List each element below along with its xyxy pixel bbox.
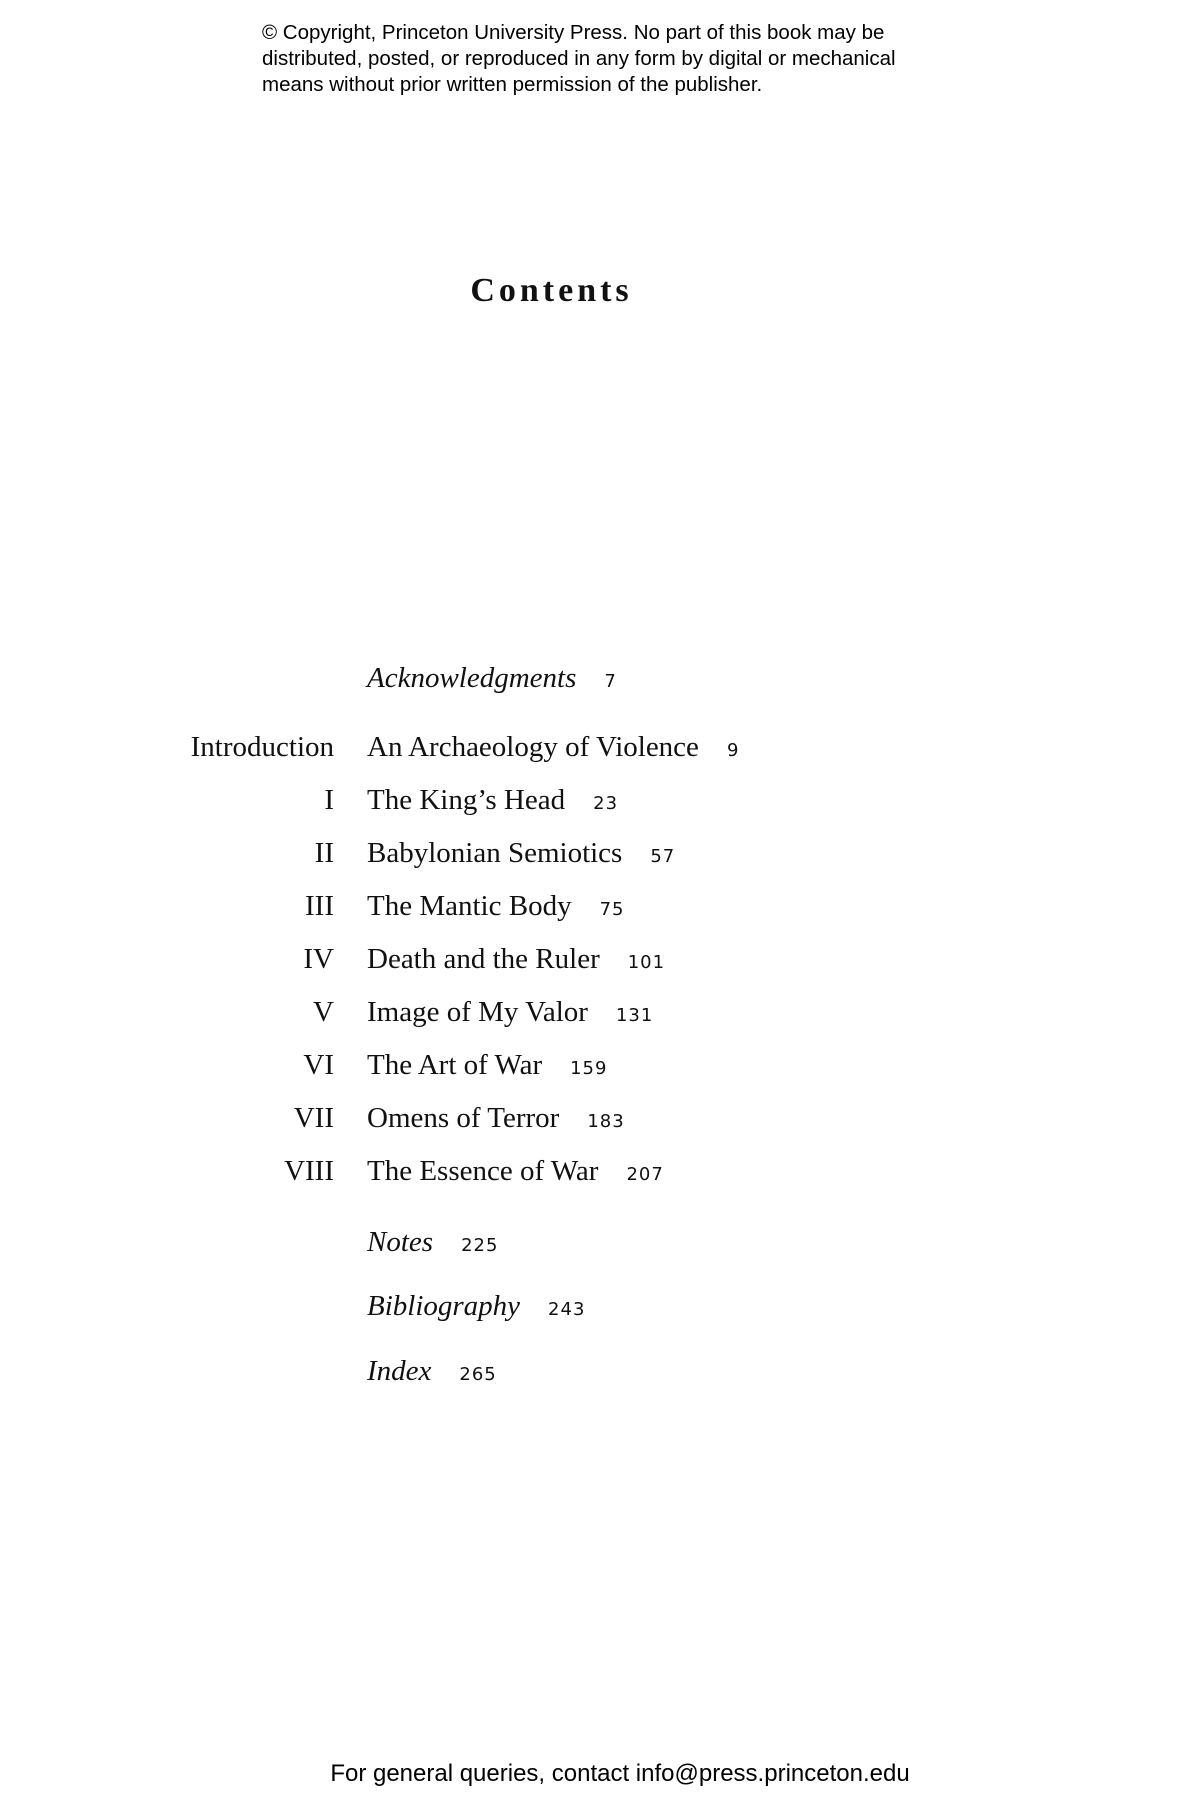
- page-title: Contents: [470, 272, 633, 309]
- toc-page-number: 265: [459, 1364, 497, 1385]
- toc-item-notes[interactable]: [0, 1222, 1200, 1262]
- toc-item-label: Index: [367, 1355, 432, 1387]
- chapter-number: V: [313, 996, 334, 1028]
- toc-page-number: 207: [626, 1164, 664, 1185]
- toc-page-number: 101: [627, 952, 666, 973]
- toc-item-label: Babylonian Semiotics: [367, 837, 623, 869]
- chapter-number: Introduction: [190, 731, 334, 763]
- toc-item-chapter-1[interactable]: [0, 780, 1200, 820]
- toc-item-label: Image of My Valor: [367, 996, 588, 1028]
- chapter-number: IV: [303, 943, 334, 975]
- toc-item-introduction[interactable]: [0, 727, 1200, 767]
- toc-item-label: An Archaeology of Violence: [367, 731, 699, 763]
- chapter-number: I: [324, 784, 334, 816]
- toc-item-label: The Essence of War: [367, 1155, 599, 1187]
- toc-item-chapter-6[interactable]: [0, 1045, 1200, 1085]
- chapter-number: VI: [303, 1049, 334, 1081]
- toc-page-number: 75: [599, 899, 625, 920]
- toc-item-label: Bibliography: [367, 1290, 521, 1322]
- toc-item-label: The King’s Head: [367, 784, 566, 816]
- chapter-number: VII: [293, 1102, 334, 1134]
- toc-page-number: 183: [587, 1111, 625, 1132]
- contact-footer: For general queries, contact info@press.princeton.edu: [330, 1760, 910, 1787]
- toc-item-label: The Art of War: [367, 1049, 543, 1081]
- chapter-number: II: [314, 837, 334, 869]
- toc-item-index[interactable]: [0, 1351, 1200, 1391]
- toc-page-number: 23: [593, 793, 619, 814]
- toc-item-bibliography[interactable]: [0, 1286, 1200, 1326]
- toc-item-label: The Mantic Body: [367, 890, 572, 922]
- toc-item-label: Death and the Ruler: [367, 943, 600, 975]
- toc-item-label: Acknowledgments: [367, 662, 577, 694]
- chapter-number: VIII: [284, 1155, 334, 1187]
- toc-page-number: 7: [604, 671, 617, 692]
- toc-page-number: 9: [726, 740, 740, 761]
- chapter-number: III: [305, 890, 334, 922]
- toc-item-chapter-5[interactable]: [0, 992, 1200, 1032]
- toc-page-number: 57: [650, 846, 676, 867]
- toc-item-chapter-2[interactable]: [0, 833, 1200, 873]
- toc-page-number: 159: [570, 1058, 608, 1079]
- toc-item-acknowledgments[interactable]: [0, 658, 1200, 698]
- copyright-notice: © Copyright, Princeton University Press. No part of this book may be distributed, posted, or reproduced in any form by digital or mechanical means without prior written permission of the publisher.: [262, 21, 896, 96]
- toc-page-number: 225: [461, 1235, 499, 1256]
- toc-item-label: Omens of Terror: [367, 1102, 560, 1134]
- toc-page-number: 131: [615, 1005, 654, 1026]
- toc-item-chapter-7[interactable]: [0, 1098, 1200, 1138]
- toc-item-label: Notes: [367, 1226, 434, 1258]
- toc-page-number: 243: [548, 1299, 586, 1320]
- toc-item-chapter-8[interactable]: [0, 1151, 1200, 1191]
- toc-item-chapter-3[interactable]: [0, 886, 1200, 926]
- toc-item-chapter-4[interactable]: [0, 939, 1200, 979]
